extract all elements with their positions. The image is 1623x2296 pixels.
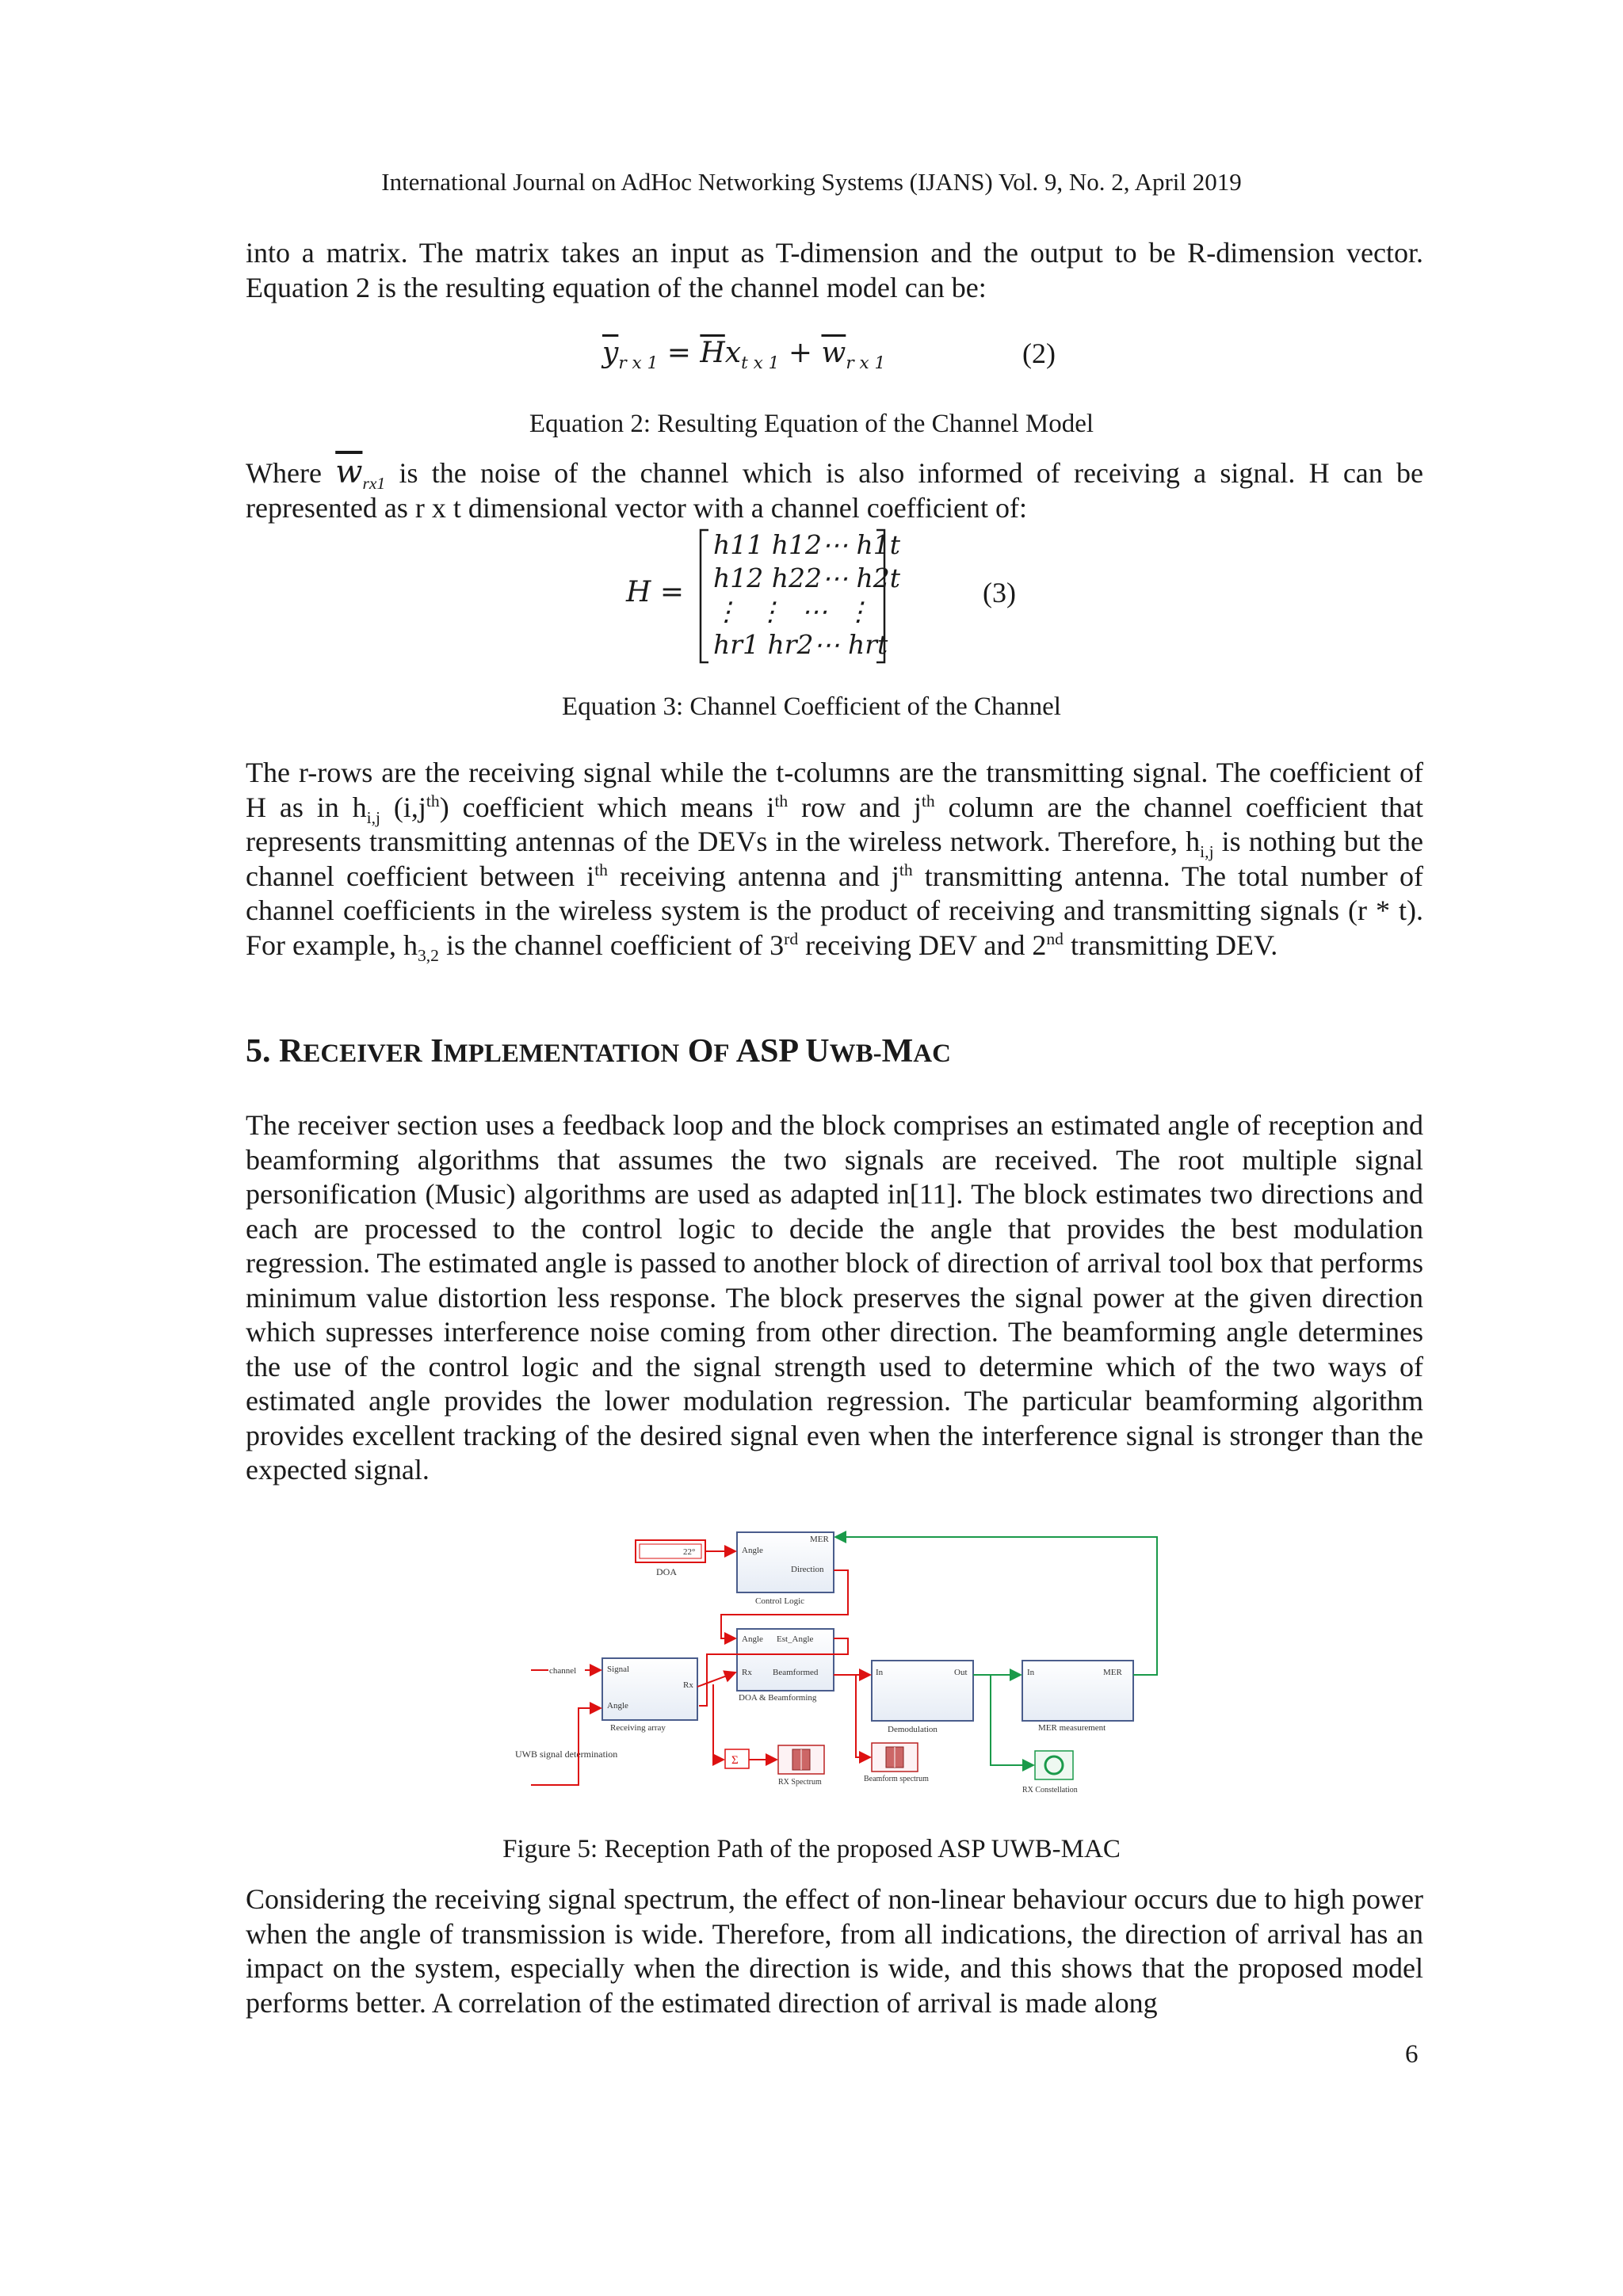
intro-paragraph: into a matrix. The matrix takes an input as T-dimension and the output to be R-dimension vector. Equation 2 is the resulting equation of the channel model can be: xyxy=(246,237,1423,303)
port-in: In xyxy=(1027,1668,1035,1677)
closing-paragraph: Considering the receiving signal spectrum, the effect of non-linear behaviour occurs due to high power when the angle of transmission is wide. Therefore, from all indications, the direction of arrival has an impact on the system, especially when the direction is wide, and this shows that the proposed model performs better. A correlation of the estimated direction of arrival is made along xyxy=(246,1883,1423,2019)
port-direction: Direction xyxy=(791,1565,824,1574)
superscript: th xyxy=(921,791,935,810)
text-run: ) xyxy=(439,791,449,823)
equation-3-number: (3) xyxy=(983,577,1016,608)
doa-value: 22° xyxy=(683,1547,696,1557)
where-lead: Where xyxy=(246,457,322,489)
port-est-angle: Est_Angle xyxy=(777,1634,814,1644)
noise-symbol: $\overline{w}$ xyxy=(335,454,363,490)
control-logic-label: Control Logic xyxy=(755,1596,805,1606)
doa-beamforming-label: DOA & Beamforming xyxy=(739,1693,817,1703)
port-rx: Rx xyxy=(683,1680,693,1690)
heading-cap: ASP xyxy=(735,1033,797,1070)
equation-2: $\overline{y}_{r x 1} = \overline{H}x_{t x 1} + \overline{w}_{r x 1}$ (2) xyxy=(602,337,1056,374)
port-angle: Angle xyxy=(742,1634,763,1644)
heading-rest: WB- xyxy=(829,1039,882,1068)
section-heading xyxy=(246,1032,951,1070)
port-mer: MER xyxy=(810,1535,829,1544)
text-run: receiving DEV and 2 xyxy=(798,929,1047,961)
superscript: th xyxy=(774,791,789,810)
matrix-row-4: hr1 hr2⋯ hrt xyxy=(713,629,888,660)
text-run: (i,j xyxy=(380,791,426,823)
text-run: is the channel coefficient of 3 xyxy=(438,929,785,961)
equation-3-caption: Equation 3: Channel Coefficient of the Channel xyxy=(562,692,1061,721)
superscript: rd xyxy=(784,929,799,948)
mer-measurement-block xyxy=(1022,1661,1133,1733)
sum-block xyxy=(725,1749,749,1768)
text-run: transmitting DEV. xyxy=(1063,929,1278,961)
matrix-row-2: h12 h22⋯ h2t xyxy=(713,563,900,593)
port-angle: Angle xyxy=(742,1546,763,1555)
rx-constellation-scope xyxy=(1022,1751,1078,1794)
heading-cap: I xyxy=(430,1033,444,1070)
equation-2-number: (2) xyxy=(1022,338,1056,369)
demodulation-label: Demodulation xyxy=(888,1725,938,1734)
figure-caption: Figure 5: Reception Path of the proposed ASP UWB-MAC xyxy=(502,1835,1121,1863)
heading-rest: F xyxy=(713,1039,730,1068)
port-mer: MER xyxy=(1103,1668,1122,1677)
heading-rest: AC xyxy=(913,1039,951,1068)
text-run: receiving antenna and j xyxy=(607,860,899,892)
text-run: The r-rows are the receiving signal while the t-columns are the transmitting signal. The coefficient of H as in h xyxy=(246,757,1423,823)
rx-constellation-label: RX Constellation xyxy=(1022,1786,1078,1794)
doa-beamforming-block xyxy=(737,1629,834,1703)
superscript: nd xyxy=(1046,929,1064,948)
superscript: th xyxy=(426,791,440,810)
text-run: coefficient which means i xyxy=(449,791,775,823)
heading-rest: ECEIVER xyxy=(303,1039,422,1068)
receiving-array-label: Receiving array xyxy=(610,1723,666,1733)
noise-symbol-sub: rx1 xyxy=(362,474,386,494)
subscript: i,j xyxy=(1200,842,1214,862)
heading-cap: O xyxy=(687,1033,714,1070)
equation-2-caption: Equation 2: Resulting Equation of the Channel Model xyxy=(529,410,1094,438)
matrix-row-1: h11 h12⋯ h1t xyxy=(713,529,900,560)
superscript: th xyxy=(594,860,608,879)
rx-spectrum-label: RX Spectrum xyxy=(778,1778,822,1787)
uwb-signal-label: UWB signal determination xyxy=(515,1749,618,1760)
coefficient-paragraph xyxy=(246,756,1423,963)
heading-cap: M xyxy=(881,1033,914,1070)
equation-3 xyxy=(626,527,1070,666)
page-number: 6 xyxy=(1405,2040,1419,2069)
heading-rest: MPLEMENTATION xyxy=(443,1039,680,1068)
sum-symbol: Σ xyxy=(731,1754,739,1767)
receiving-array-block xyxy=(602,1658,697,1733)
demodulation-block xyxy=(872,1661,973,1734)
heading-cap: R xyxy=(279,1033,304,1070)
beamform-spectrum-label: Beamform spectrum xyxy=(864,1775,929,1783)
text-run: is nothing but the channel coefficient between i xyxy=(246,826,1424,892)
port-signal: Signal xyxy=(607,1665,630,1674)
port-rx: Rx xyxy=(742,1668,752,1677)
subscript: 3,2 xyxy=(417,945,439,965)
matrix-row-3: ⋮ ⋮ ⋯ ⋮ xyxy=(713,596,876,627)
running-header: International Journal on AdHoc Networking Systems (IJANS) Vol. 9, No. 2, April 2019 xyxy=(381,168,1242,196)
control-logic-block xyxy=(737,1532,834,1606)
port-out: Out xyxy=(954,1668,968,1677)
doa-label: DOA xyxy=(656,1566,677,1577)
text-run: row and j xyxy=(788,791,922,823)
superscript: th xyxy=(899,860,913,879)
channel-label: channel xyxy=(549,1666,577,1676)
reception-path-diagram xyxy=(499,1520,1173,1805)
doa-block xyxy=(636,1540,705,1577)
rx-spectrum-scope xyxy=(778,1745,824,1787)
mer-measurement-label: MER measurement xyxy=(1038,1723,1106,1733)
text-run: column are the channel coefficient that represents transmitting antennas of the DEVs in the wireless network. Therefore, h xyxy=(246,791,1423,857)
receiver-paragraph: The receiver section uses a feedback loop and the block comprises an estimated angle of reception and beamforming algorithms that assumes the two signals are received. The root multiple signal personification (Music) algorithms are used as adapted in[11]. The block estimates two directions and each are processed to the control logic to decide the angle that provides the best modulation regression. The estimated angle is passed to another block of direction of arrival tool box that performs minimum value distortion less response. The block preserves the signal power at the given direction which supresses interference noise coming from other direction. The beamforming angle determines the use of the control logic and the signal strength used to determine which of the two ways of estimated angle provides the lower modulation regression. The particular beamforming algorithm provides excellent tracking of the desired signal even when the interference signal is stronger than the expected signal. xyxy=(246,1109,1423,1486)
port-in: In xyxy=(876,1668,884,1677)
beamform-spectrum-scope xyxy=(864,1743,929,1783)
text-run: transmitting antenna. The total number of channel coefficients in the wireless system is the product of receiving and transmitting signals (r * t). For example, h xyxy=(246,860,1423,961)
port-angle: Angle xyxy=(607,1701,628,1711)
subscript: i,j xyxy=(366,807,381,827)
where-text: is the noise of the channel which is also informed of receiving a signal. H can be represented as r x t dimensional vector with a channel coefficient of: xyxy=(246,457,1423,524)
port-beamformed: Beamformed xyxy=(773,1668,819,1677)
equation-3-lhs: H = xyxy=(626,576,685,608)
heading-cap: U xyxy=(805,1033,830,1070)
where-paragraph xyxy=(246,456,1423,525)
section-number: 5. xyxy=(246,1033,279,1070)
